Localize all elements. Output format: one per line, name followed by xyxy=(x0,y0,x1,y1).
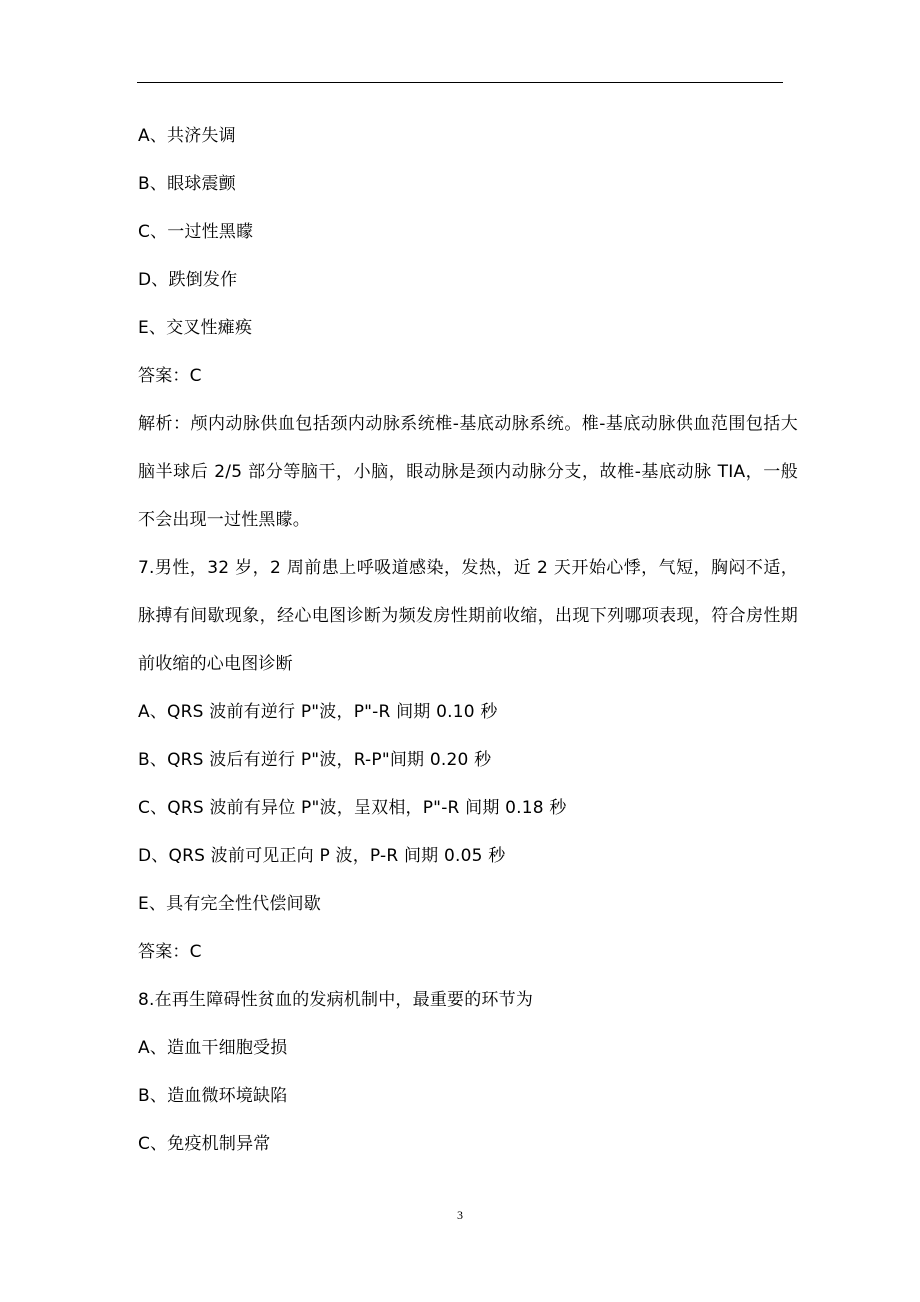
page-number: 3 xyxy=(457,1208,463,1222)
q6-option-b: B、眼球震颤 xyxy=(138,174,236,194)
q8-option-b: B、造血微环境缺陷 xyxy=(138,1086,288,1106)
q7-option-c: C、QRS 波前有异位 P"波，呈双相，P"-R 间期 0.18 秒 xyxy=(138,798,567,818)
q7-option-e: E、具有完全性代偿间歇 xyxy=(138,894,321,914)
q6-analysis: 解析：颅内动脉供血包括颈内动脉系统椎-基底动脉系统。椎-基底动脉供血范围包括大脑半球后 2/5 部分等脑干，小脑，眼动脉是颈内动脉分支，故椎-基底动脉 TIA，一般不会出现一过性黑矇。 xyxy=(138,414,798,530)
q7-option-b: B、QRS 波后有逆行 P"波，R-P"间期 0.20 秒 xyxy=(138,750,492,770)
q8-option-c: C、免疫机制异常 xyxy=(138,1134,271,1154)
q6-answer: 答案：C xyxy=(138,366,202,386)
q7-answer: 答案：C xyxy=(138,942,202,962)
q6-option-c: C、一过性黑矇 xyxy=(138,222,254,242)
q7-stem: 7.男性，32 岁，2 周前患上呼吸道感染，发热，近 2 天开始心悸，气短，胸闷不适，脉搏有间歇现象，经心电图诊断为频发房性期前收缩，出现下列哪项表现，符合房性期前收缩的心电图诊断 xyxy=(138,558,798,674)
q7-option-d: D、QRS 波前可见正向 P 波，P-R 间期 0.05 秒 xyxy=(138,846,506,866)
header-rule xyxy=(137,82,783,83)
q7-option-a: A、QRS 波前有逆行 P"波，P"-R 间期 0.10 秒 xyxy=(138,702,498,722)
q8-stem: 8.在再生障碍性贫血的发病机制中，最重要的环节为 xyxy=(138,990,534,1010)
q6-option-d: D、跌倒发作 xyxy=(138,270,238,290)
q6-option-a: A、共济失调 xyxy=(138,126,236,146)
document-body xyxy=(138,112,798,1168)
q6-option-e: E、交叉性瘫痪 xyxy=(138,318,253,338)
q8-option-a: A、造血干细胞受损 xyxy=(138,1038,288,1058)
